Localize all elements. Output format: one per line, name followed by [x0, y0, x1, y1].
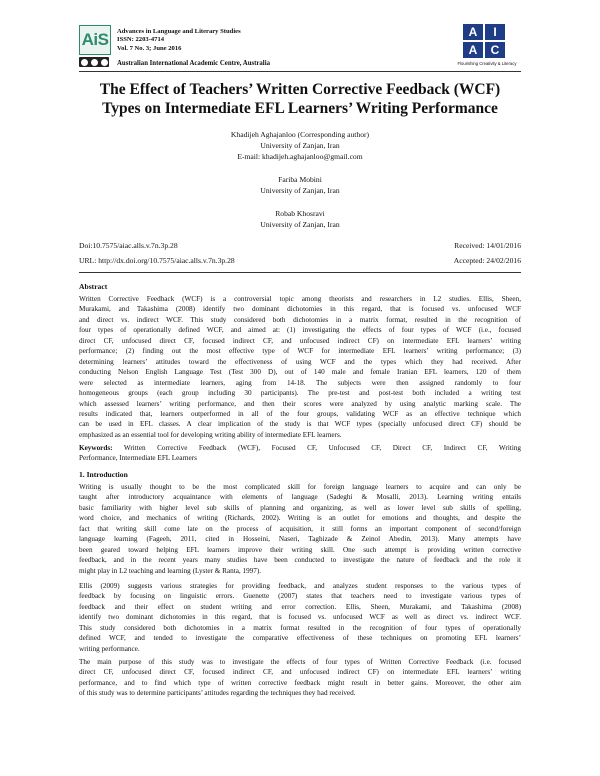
- journal-name: Advances in Language and Literary Studies: [117, 28, 241, 35]
- author-affiliation: University of Zanjan, Iran: [260, 141, 340, 150]
- intro-paragraph-1: Writing is usually thought to be the most complicated skill for foreign language learners to acquire and can only be taught after introductory acquaintance with elements of language (Sadeghi & Mosalli, 2013). Learning writing entails basic familiarity with higher level sub skills of planning and organizing, as well as lower level sub skills of spelling, word choice, and mechanics of writing (Richards, 2002). Writing is an outlet for emotions and thoughts, and despite the fact that writing skill come late on the process of acquisition, it still forms an important component of second/foreign language learning (Fageeh, 2011, cited in Hosseini, Naseri, Taghizade & Zeinol Abedin, 2013). Many attempts have been geared toward helping EFL learners improve their writing skill. One such attempt is providing written corrective feedback, and in the recent years many studies have been conducted to investigate the nature of feedback and the role it might play in L2 teaching and learning (Lyster & Ranta, 1997).: [79, 483, 521, 575]
- intro-paragraph-3: The main purpose of this study was to investigate the effects of four types of Written Corrective Feedback (i.e. focused direct CF, unfocused direct CF, focused indirect CF, and unfocused indirect CF) on intermediate EFL learners’ writing performance, and to find which type of written corrective feedback might result in better gains. Moreover, the other aim of this study was to determine participants’ attitudes regarding the techniques they had received.: [79, 658, 521, 698]
- doi: Doi:10.7575/aiac.alls.v.7n.3p.28: [79, 241, 178, 250]
- author-name: Fariba Mobini: [278, 175, 322, 184]
- author-affiliation: University of Zanjan, Iran: [260, 220, 340, 229]
- journal-logo: AiS: [79, 25, 111, 55]
- creative-commons-by-icon: [79, 57, 109, 67]
- doi-row: [79, 241, 521, 250]
- journal-issn: ISSN: 2203-4714: [117, 36, 165, 44]
- publisher-name: Australian International Academic Centre, Australia: [117, 60, 270, 67]
- journal-volume: Vol. 7 No. 3; June 2016: [117, 44, 182, 52]
- received-date: Received: 14/01/2016: [454, 241, 521, 250]
- keywords: Keywords: Written Corrective Feedback (WCF), Focused CF, Unfocused CF, Direct CF, Indirect CF, Writing Performance, Intermediate EFL Learners: [79, 444, 521, 463]
- accepted-date: Accepted: 24/02/2016: [453, 256, 521, 265]
- aiac-logo: A I A C: [463, 24, 505, 58]
- intro-paragraph-2: Ellis (2009) suggests various strategies for providing feedback, and analyzes student responses to the various types of feedback by focusing on linguistic errors. Guenette (2007) states that teachers need to investigate various types of feedback and their effect on student writing and error correction. Ellis, Sheen, Murakami, and Takashima (2008) identify two dominant dichotomies in this regard, that is focused vs. unfocused WCF as well as direct vs. indirect WCF. This study considered both dichotomies in a matrix format resulted in the recognition of four types of operationally defined WCF, and tended to investigate the comparative effectiveness of these techniques on promoting EFL learners’ writing performance.: [79, 582, 521, 653]
- paper-title: The Effect of Teachers’ Written Corrective Feedback (WCF) Types on Intermediate EFL Learners’ Writing Performance: [99, 81, 501, 117]
- article-url[interactable]: URL: http://dx.doi.org/10.7575/aiac.alls.v.7n.3p.28: [79, 256, 235, 265]
- author-name: Khadijeh Aghajanloo (Corresponding author): [230, 130, 370, 139]
- abstract-text: Written Corrective Feedback (WCF) is a controversial topic among theorists and researchers in L2 studies. Ellis, Sheen, Murakami, and Takashima (2008) identify two dominant dichotomies in this regard, that is focused vs. unfocused WCF and direct vs. indirect WCF. This study considered both dichotomies in a matrix format, resulted in the recognition of four types of operationally defined WCF, and aimed at: (1) investigating the effects of four types of WCF (i.e., focused direct CF, unfocused direct CF, focused indirect CF, and unfocused indirect CF) on intermediate EFL learners’ writing performance; (2) finding out the most effective type of WCF for intermediate EFL learners’ writing performance; (3) determining learners’ attitudes toward the effectiveness of using WCF and the types which they had received. After conducting Nelson English Language Test (Test 300 D), out of 140 male and female Iranian EFL learners, 120 of them were selected as intermediate learners, aging from 14-18. The subjects were then assigned randomly to four homogeneous groups (each group including 30 participants). The pre-test and post-test both included a writing test which assessed learners’ writing performance, and then their scores were analyzed by using analytic marking scale. The results indicated that, learners outperformed in all of the four groups, validating WCF as an effective technique which can be used in EFL classes. A clear implication of the study is that WCF types (specially unfocused direct CF) should be emphasized as an essential tool for developing writing ability of intermediate EFL learners.: [79, 295, 521, 439]
- author-block-2: [100, 174, 500, 196]
- aiac-tagline: Flourishing Creativity & Literacy: [457, 61, 517, 66]
- keywords-label: Keywords:: [79, 444, 113, 452]
- author-block-3: [100, 208, 500, 230]
- abstract-heading: Abstract: [79, 282, 108, 291]
- author-affiliation: University of Zanjan, Iran: [260, 186, 340, 195]
- header-rule: [79, 71, 521, 72]
- author-email: E-mail: khadijeh.aghajanloo@gmail.com: [237, 152, 363, 161]
- url-row: [79, 256, 521, 265]
- meta-rule: [79, 272, 521, 273]
- journal-info: [117, 28, 241, 53]
- author-name: Robab Khosravi: [275, 209, 325, 218]
- author-block-1: [100, 129, 500, 162]
- introduction-heading: 1. Introduction: [79, 470, 128, 479]
